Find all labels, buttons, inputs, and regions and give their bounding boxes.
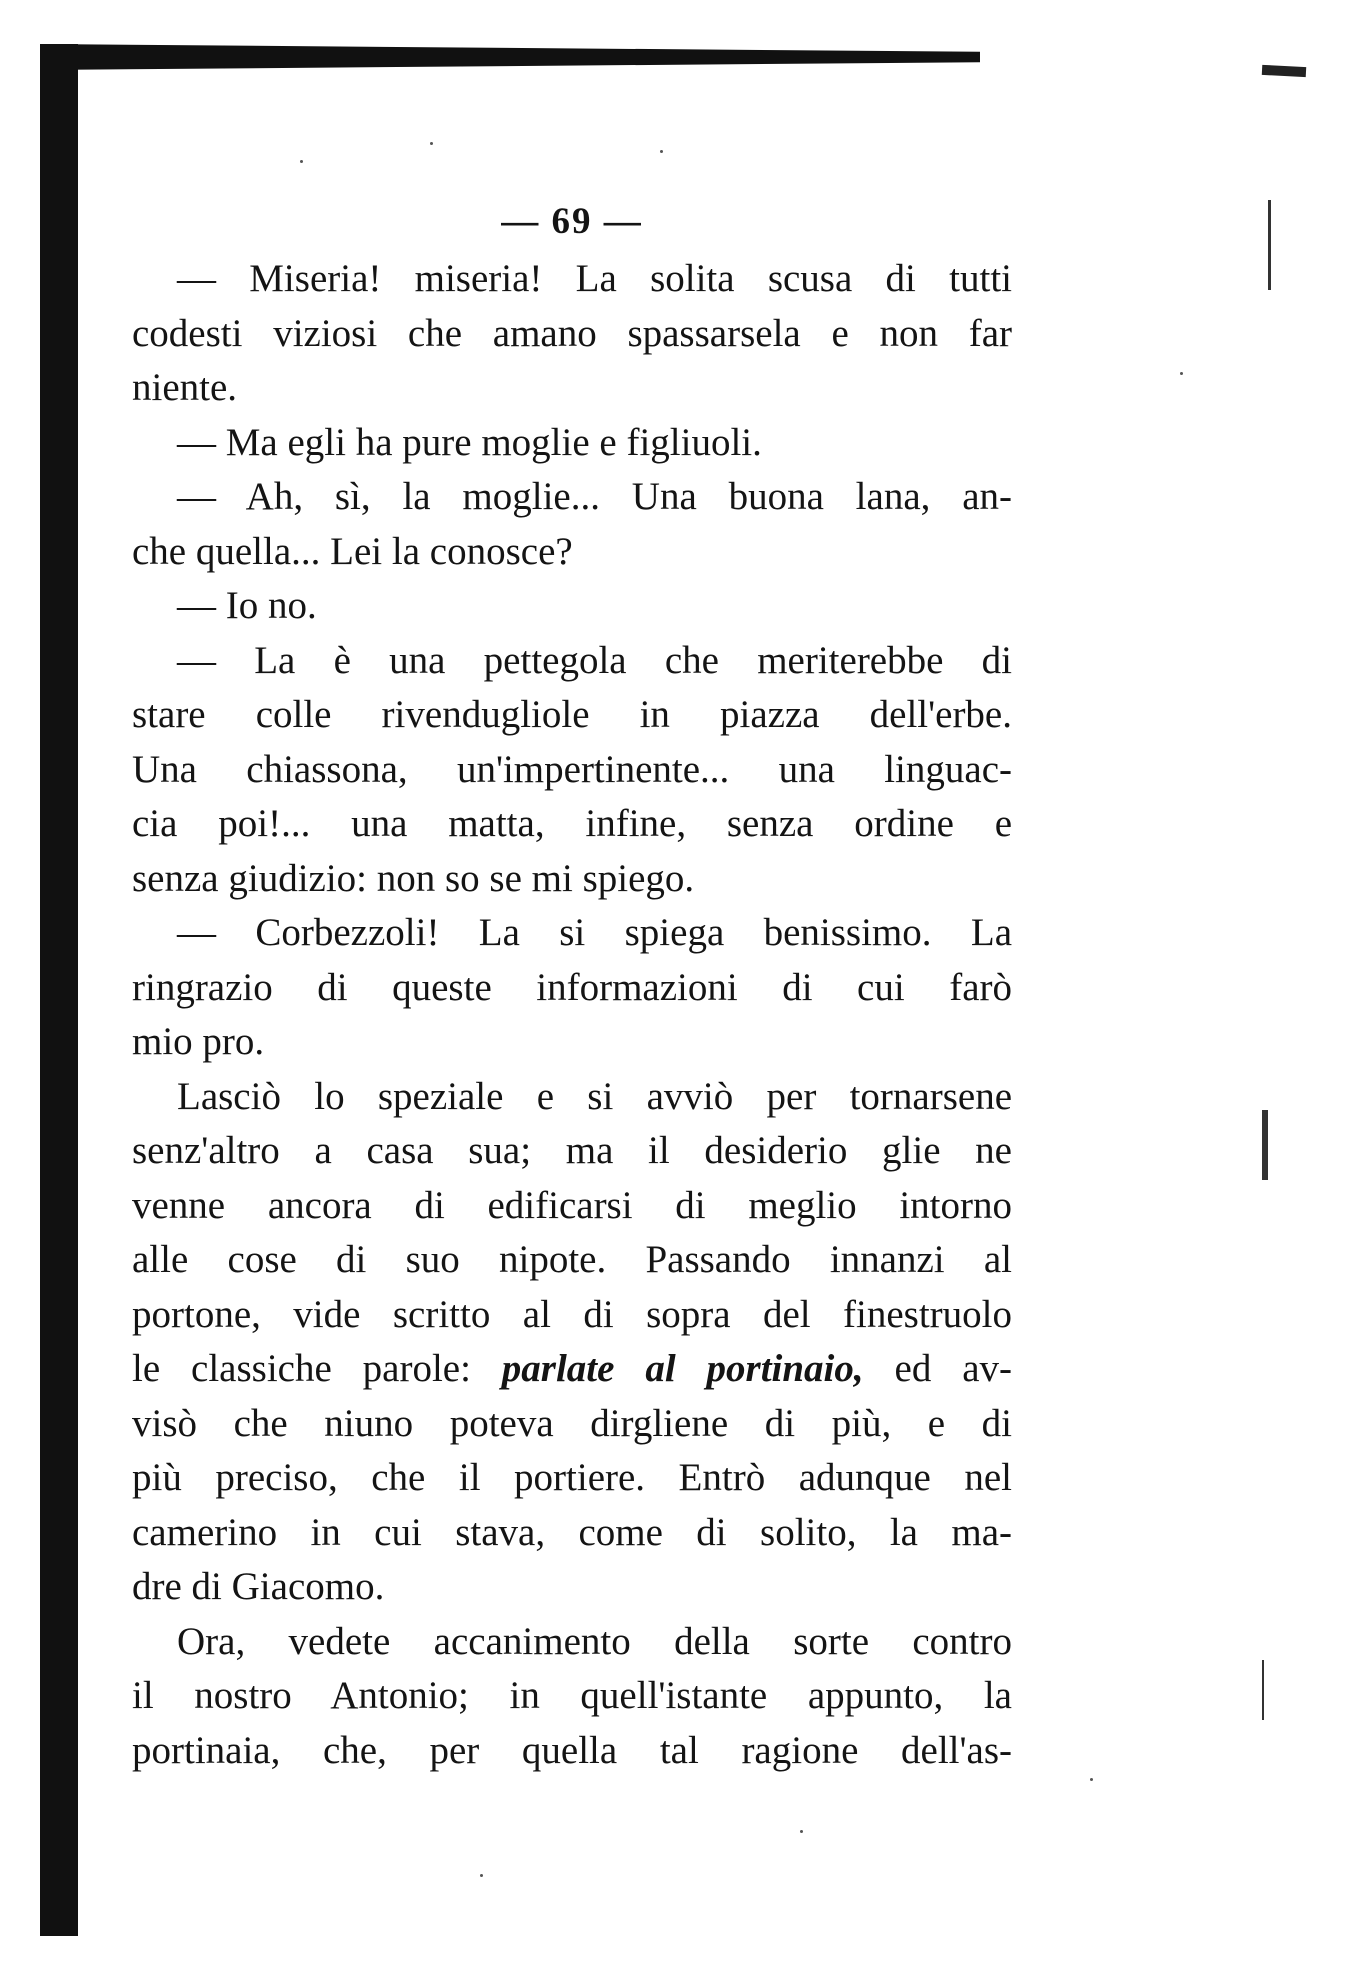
text-fragment: le classiche parole: [132,1347,502,1390]
text-line: più preciso, che il portiere. Entrò adunque nel [132,1456,1012,1499]
text-line: stare colle rivendugliole in piazza dell'erbe. [132,693,1012,736]
italic-phrase: parlate al portinaio, [501,1347,864,1390]
right-edge-mark [1262,1660,1264,1720]
text-line: camerino in cui stava, come di solito, la ma- [132,1510,1012,1554]
page-top-border-mark [40,44,980,70]
page-text [132,192,1012,1778]
text-line: Una chiassona, un'impertinente... una linguac- [132,747,1012,791]
text-line: alle cose di suo nipote. Passando innanzi al [132,1238,1012,1281]
page-number: — 69 — [501,201,643,242]
text-line-with-italic [132,1342,1012,1397]
text-line: — La è una pettegola che meriterebbe di [177,638,1012,682]
text-line: visò che niuno poteva dirgliene di più, e di [132,1401,1012,1445]
right-edge-mark [1262,1110,1268,1180]
text-line: — Corbezzoli! La si spiega benissimo. La [177,911,1012,954]
text-line: Ora, vedete accanimento della sorte contro [177,1619,1012,1663]
text-line: che quella... Lei la conosce? [132,529,573,573]
text-line: portone, vide scritto al di sopra del finestruolo [132,1292,1012,1336]
text-line: niente. [132,366,238,409]
right-edge-mark [1268,200,1271,290]
dust-speck [300,160,303,163]
text-fragment: ed av- [863,1347,1012,1390]
text-line: dre di Giacomo. [132,1565,385,1608]
text-line: — Io no. [177,584,317,627]
dust-speck [1180,372,1183,375]
text-line: — Miseria! miseria! La solita scusa di tutti [177,257,1012,300]
dust-speck [480,1874,483,1877]
text-line: senza giudizio: non so se mi spiego. [132,856,695,900]
text-line: ringrazio di queste informazioni di cui farò [132,965,1012,1009]
text-line: venne ancora di edificarsi di meglio intorno [132,1183,1012,1227]
text-line: mio pro. [132,1020,265,1063]
dust-speck [660,150,663,153]
text-line: cia poi!... una matta, infine, senza ordine e [132,802,1012,845]
page-left-border-mark [40,44,78,1936]
text-line: — Ma egli ha pure moglie e figliuoli. [177,420,762,464]
text-line: il nostro Antonio; in quell'istante appunto, la [132,1674,1012,1717]
text-line: portinaia, che, per quella tal ragione dell'as- [132,1728,1012,1772]
text-line: codesti viziosi che amano spassarsela e non far [132,311,1012,355]
text-line: Lasciò lo speziale e si avviò per tornarsene [177,1074,1012,1118]
text-line: — Ah, sì, la moglie... Una buona lana, an- [177,475,1012,518]
dust-speck [1090,1778,1093,1781]
text-line: senz'altro a casa sua; ma il desiderio glie ne [132,1129,1012,1172]
dust-speck [430,142,433,145]
dust-speck [800,1830,803,1833]
page-corner-mark [1262,65,1306,77]
